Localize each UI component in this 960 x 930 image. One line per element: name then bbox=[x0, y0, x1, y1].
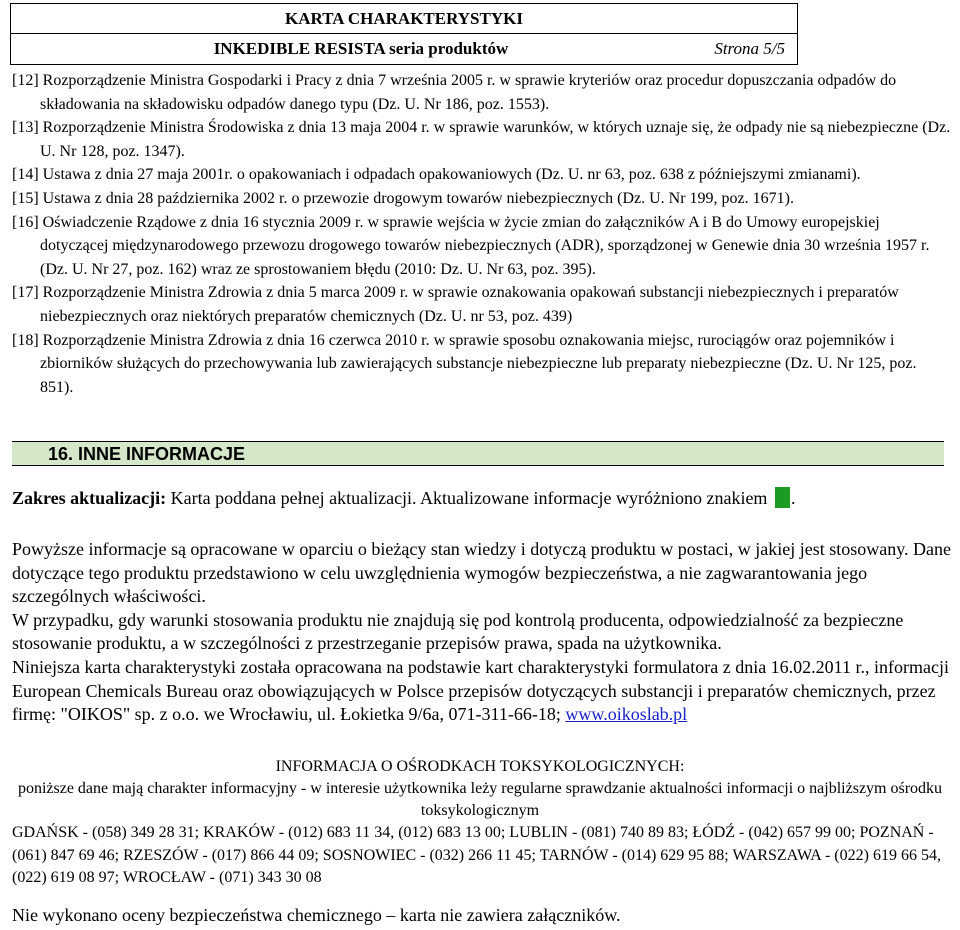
reference-item: [17] Rozporządzenie Ministra Zdrowia z dnia 5 marca 2009 r. w sprawie oznakowania opakowań substancji niebezpiecznych i preparatów niebezpiecznych oraz niektórych preparatów chemicznych (Dz. U. nr 53, poz. 439) bbox=[12, 284, 899, 325]
reference-item: [12] Rozporządzenie Ministra Gospodarki i Pracy z dnia 7 września 2005 r. w sprawie kryteriów oraz procedur dopuszczania odpadów do składowania na składowisku odpadów danego typu (Dz. U. Nr 186, poz. 1553). bbox=[12, 72, 897, 113]
update-scope-text: Karta poddana pełnej aktualizacji. Aktualizowane informacje wyróżniono znakiem bbox=[166, 488, 772, 508]
references-list bbox=[12, 69, 952, 399]
paragraph-knowledge: Powyższe informacje są opracowane w oparciu o bieżący stan wiedzy i dotyczą produktu w postaci, w jakiej jest stosowany. Dane dotyczące tego produktu przedstawiono w celu uwzględnienia wymogów bezpieczeństwa, a nie zagwarantowania jego szczególnych właściwości. bbox=[12, 539, 952, 607]
update-scope-label: Zakres aktualizacji: bbox=[12, 488, 167, 508]
update-scope bbox=[12, 487, 957, 511]
tox-centers-list: GDAŃSK - (058) 349 28 31; KRAKÓW - (012) 683 11 34, (012) 683 13 00; LUBLIN - (081) 740 89 83; ŁÓDŹ - (042) 657 99 00; POZNAŃ - (061) 847 69 46; RZESZÓW - (017) 866 44 09; SOSNOWIEC - (032) 266 11 45; TARNÓW - (014) 629 95 88; WARSZAWA - (022) 619 66 54, (022) 619 08 97; WROCŁAW - (071) 343 30 08 bbox=[12, 824, 941, 886]
paragraph-source bbox=[12, 656, 952, 727]
document-title: KARTA CHARAKTERYSTYKI bbox=[11, 4, 797, 34]
reference-item: [16] Oświadczenie Rządowe z dnia 16 stycznia 2009 r. w sprawie wejścia w życie zmian do załączników A i B do Umowy europejskiej dotyczącej międzynarodowego przewozu drogowego towarów niebezpiecznych (ADR), sporządzonej w Genewie dnia 30 września 1957 r. (Dz. U. Nr 27, poz. 162) wraz ze sprostowaniem błędu (2010: Dz. U. Nr 63, poz. 395). bbox=[12, 213, 930, 278]
paragraph-responsibility: W przypadku, gdy warunki stosowania produktu nie znajdują się pod kontrolą producenta, odpowiedzialność za bezpieczne stosowanie produktu, a w szczególności z przestrzeganie przepisów prawa, spada na użytkownika. bbox=[12, 609, 904, 654]
info-paragraphs bbox=[12, 538, 952, 727]
update-scope-end: . bbox=[790, 488, 796, 508]
product-name: INKEDIBLE RESISTA seria produktów bbox=[213, 39, 509, 58]
page-number: Strona 5/5 bbox=[714, 39, 785, 58]
reference-item: [14] Ustawa z dnia 27 maja 2001r. o opakowaniach i odpadach opakowaniowych (Dz. U. nr 63, poz. 638 z późniejszymi zmianami). bbox=[12, 166, 861, 184]
reference-item: [13] Rozporządzenie Ministra Środowiska z dnia 13 maja 2004 r. w sprawie warunków, w których uznaje się, że odpady nie są niebezpieczne (Dz. U. Nr 128, poz. 1347). bbox=[12, 119, 951, 160]
paragraph-source-text: Niniejsza karta charakterystyki została opracowana na podstawie kart charakterystyki formulatora z dnia 16.02.2011 r., informacji European Chemicals Bureau oraz obowiązujących w Polsce przepisów dotyczących substancji i preparatów chemicznych, przez firmę: "OIKOS" sp. z o.o. we Wrocławiu, ul. Łokietka 9/6a, 071-311-66-18; bbox=[12, 656, 949, 725]
section-title: 16. INNE INFORMACJE bbox=[48, 444, 246, 464]
green-marker-icon bbox=[775, 487, 790, 508]
reference-item: [18] Rozporządzenie Ministra Zdrowia z dnia 16 czerwca 2010 r. w sprawie sposobu oznakowania miejsc, rurociągów oraz pojemników i zbiorników służących do przechowywania lub zawierających substancje niebezpieczne lub preparaty niebezpieczne (Dz. U. Nr 125, poz. 851). bbox=[12, 331, 917, 396]
final-note: Nie wykonano oceny bezpieczeństwa chemicznego – karta nie zawiera załączników. bbox=[12, 905, 621, 925]
tox-centers-title: INFORMACJA O OŚRODKACH TOKSYKOLOGICZNYCH: bbox=[275, 758, 685, 775]
website-link[interactable]: www.oikoslab.pl bbox=[565, 704, 688, 725]
tox-centers-description: poniższe dane mają charakter informacyjny - w interesie użytkownika leży regularne sprawdzanie aktualności informacji o najbliższym ośrodku toksykologicznym bbox=[17, 780, 943, 819]
reference-item: [15] Ustawa z dnia 28 października 2002 r. o przewozie drogowym towarów niebezpiecznych (Dz. U. Nr 199, poz. 1671). bbox=[12, 189, 794, 207]
section-heading-bar bbox=[12, 441, 944, 466]
header-product-row bbox=[11, 34, 797, 64]
document-header bbox=[10, 3, 798, 65]
